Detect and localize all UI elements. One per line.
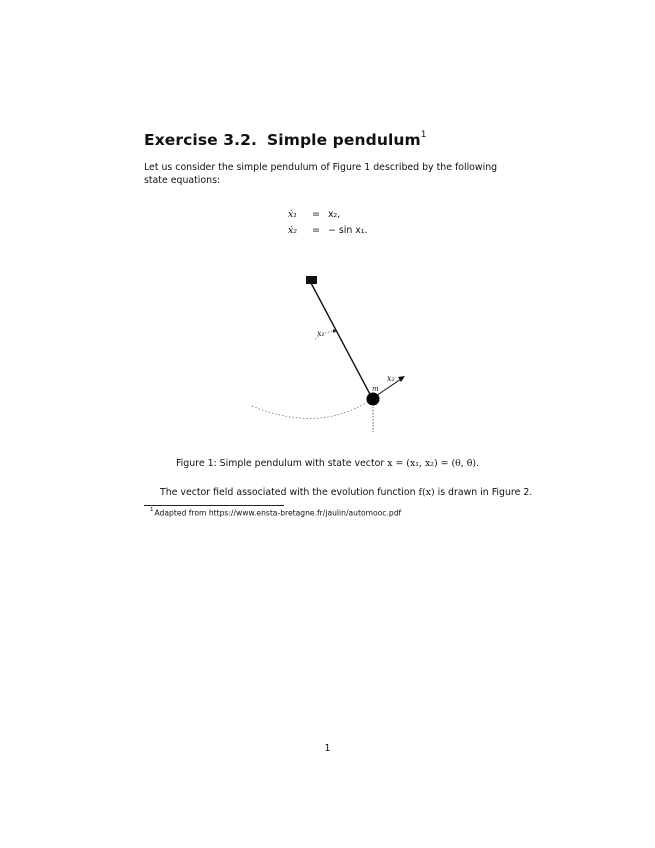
body-text-before: The vector field associated with the evolution function	[160, 487, 419, 498]
pendulum-mass	[367, 393, 380, 406]
equation-lhs: ẋ₁	[288, 209, 298, 220]
equation-rel: =	[312, 209, 320, 220]
exercise-name: Simple pendulum	[267, 131, 421, 149]
pendulum-rod	[311, 283, 372, 398]
body-text-after: is drawn in Figure 2.	[434, 487, 533, 498]
equation-lhs: ẋ₂	[288, 225, 298, 236]
exercise-label: Exercise 3.2.	[144, 131, 258, 149]
velocity-label: x₂	[387, 374, 395, 383]
body-text-math: f(x)	[418, 487, 435, 498]
footnote-text: Adapted from https://www.ensta-bretagne.fr/jaulin/automooc.pdf	[154, 508, 402, 518]
angle-label: x₁	[317, 329, 325, 338]
page-number: 1	[324, 743, 331, 754]
footnote-divider	[144, 505, 284, 506]
swing-arc	[252, 399, 372, 418]
equation-rhs: x₂,	[328, 209, 341, 220]
figure-caption	[0, 458, 655, 469]
title-footnote-mark: 1	[420, 129, 427, 140]
footnote	[150, 508, 401, 518]
body-paragraph	[160, 487, 532, 498]
velocity-arrowhead	[398, 376, 405, 382]
caption-prefix: Figure 1: Simple pendulum with state vector	[175, 458, 388, 469]
intro-paragraph: Let us consider the simple pendulum of Figure 1 described by the following state equations:	[144, 162, 498, 186]
equation-rhs: − sin x₁.	[328, 225, 368, 236]
footnote-mark: 1	[150, 507, 154, 513]
equation-rel: =	[312, 225, 320, 236]
mass-label: m	[372, 385, 379, 393]
caption-math: x = (x₁, x₂) = (θ, θ̇).	[387, 458, 480, 469]
